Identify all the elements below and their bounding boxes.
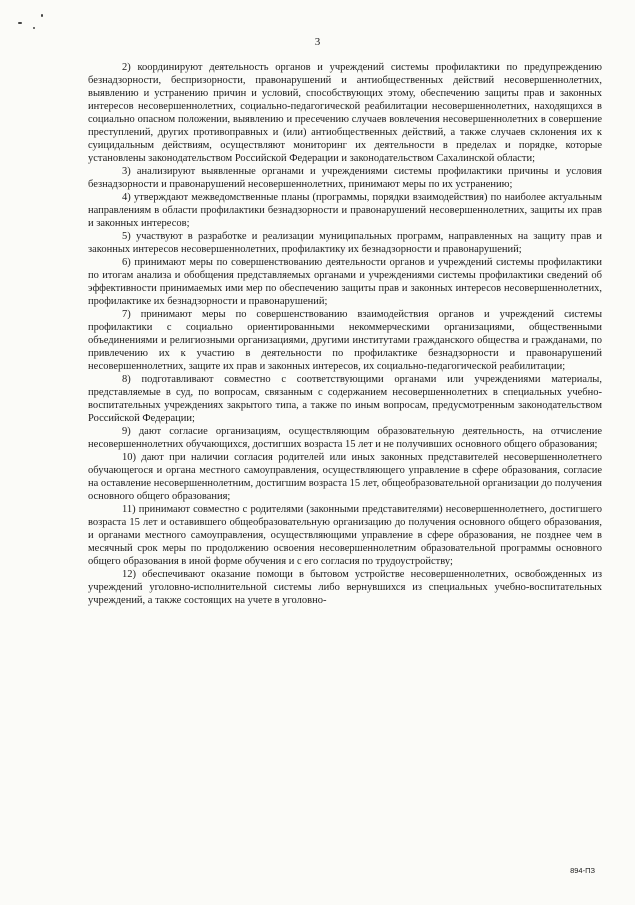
- scan-speck: [18, 22, 22, 24]
- scan-speck: [41, 14, 43, 17]
- page-number: 3: [314, 36, 321, 48]
- paragraph-item-2: 2) координируют деятельность органов и учреждений системы профилактики по предупреждению безнадзорности, беспризорности, правонарушений и антиобщественных действий несовершеннолетних, выявлению и устранению причин и условий, способствующих этому, обеспечению защиты прав и законных интересов несовершеннолетних, социально-педагогической реабилитации несовершеннолетних, находящихся в социально опасном положении, выявлению и пресечению случаев вовлечения несовершеннолетних в совершение преступлений, других противоправных и (или) антиобщественных действий, а также случаев склонения их к суицидальным действиям, осуществляют мониторинг их деятельности в пределах и порядке, которые установлены законодательством Российской Федерации и законодательством Сахалинской области;: [88, 62, 602, 164]
- document-body: [88, 61, 602, 607]
- paragraph-item-9: 9) дают согласие организациям, осуществляющим образовательную деятельность, на отчисление несовершеннолетних обучающихся, достигших возраста 15 лет и не получивших основного общего образования;: [88, 426, 602, 450]
- paragraph-item-7: 7) принимают меры по совершенствованию взаимодействия органов и учреждений системы профилактики с социально ориентированными некоммерческими организациями, общественными объединениями и религиозными организациями, другими институтами гражданского общества и гражданами, по привлечению их к участию в деятельности по профилактике безнадзорности и правонарушений несовершеннолетних, защите их прав и законных интересов, их социально-педагогической реабилитации;: [88, 309, 602, 372]
- paragraph-item-3: 3) анализируют выявленные органами и учреждениями системы профилактики причины и условия безнадзорности и правонарушений несовершеннолетних, принимают меры по их устранению;: [88, 166, 602, 190]
- paragraph-item-11: 11) принимают совместно с родителями (законными представителями) несовершеннолетнего, достигшего возраста 15 лет и оставившего общеобразовательную организацию до получения основного общего образования, и органами местного самоуправления, осуществляющими управление в сфере образования, не позднее чем в месячный срок меры по продолжению освоения несовершеннолетним образовательной программы основного общего образования в иной форме обучения и с его согласия по трудоустройству;: [88, 504, 602, 567]
- scan-speck: [33, 27, 35, 29]
- paragraph-item-5: 5) участвуют в разработке и реализации муниципальных программ, направленных на защиту прав и законных интересов несовершеннолетних, профилактику их безнадзорности и правонарушений;: [88, 231, 602, 255]
- paragraph-item-4: 4) утверждают межведомственные планы (программы, порядки взаимодействия) по наиболее актуальным направлениям в области профилактики безнадзорности и правонарушений несовершеннолетних, защиты их прав и законных интересов;: [88, 192, 602, 229]
- paragraph-item-10: 10) дают при наличии согласия родителей или иных законных представителей несовершеннолетнего обучающегося и органа местного самоуправления, осуществляющего управление в сфере образования, согласие на оставление несовершеннолетним, достигшим возраста 15 лет, общеобразовательной организации до получения основного общего образования;: [88, 452, 602, 502]
- document-footer-code: 894-ПЗ: [570, 866, 595, 875]
- paragraph-item-6: 6) принимают меры по совершенствованию деятельности органов и учреждений системы профилактики по итогам анализа и обобщения представляемых органами и учреждениями системы профилактики сведений об эффективности принимаемых ими мер по обеспечению защиты прав и законных интересов несовершеннолетних, профилактике их безнадзорности и правонарушений;: [88, 257, 602, 307]
- paragraph-item-8: 8) подготавливают совместно с соответствующими органами или учреждениями материалы, представляемые в суд, по вопросам, связанным с содержанием несовершеннолетних в специальных учебно-воспитательных учреждениях закрытого типа, а также по иным вопросам, предусмотренным законодательством Российской Федерации;: [88, 374, 602, 424]
- paragraph-item-12: 12) обеспечивают оказание помощи в бытовом устройстве несовершеннолетних, освобожденных из учреждений уголовно-исполнительной системы либо вернувшихся из специальных учебно-воспитательных учреждений, а также состоящих на учете в уголовно-: [88, 569, 602, 606]
